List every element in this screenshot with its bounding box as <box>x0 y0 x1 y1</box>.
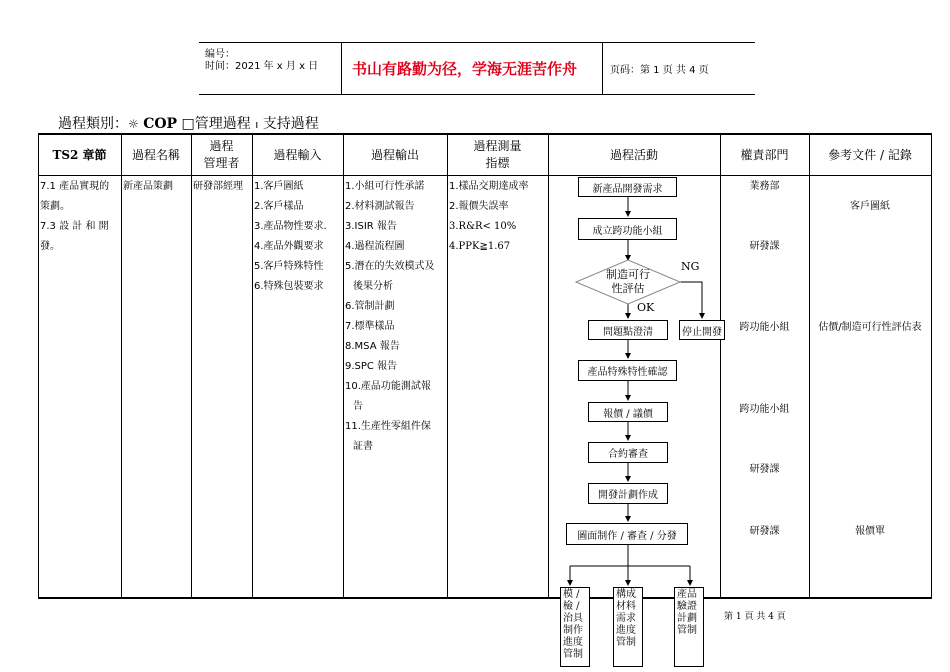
support-checkbox-icon: ı <box>255 118 259 131</box>
output-item: 4.過程流程圖 <box>345 241 405 252</box>
reference: 客戶圖紙 <box>850 201 890 212</box>
output-item: 6.管制計劃 <box>345 301 395 312</box>
input-item: 2.客戶樣品 <box>254 201 304 212</box>
metric-item: 3.R&R< 10% <box>449 221 517 232</box>
output-item: 告 <box>353 401 363 412</box>
input-item: 4.產品外觀要求 <box>254 241 324 252</box>
decision-line1: 制造可行 <box>606 268 650 281</box>
header-metrics-line2: 指標 <box>485 155 510 170</box>
output-item: 10.產品功能測試報 <box>345 381 431 392</box>
header-activity: 過程活動 <box>609 148 658 162</box>
header-output: 過程輸出 <box>370 148 419 162</box>
category-mgmt: 管理過程 <box>194 116 251 132</box>
department: 研發課 <box>749 241 780 252</box>
flow-step: 問題點澄清 <box>588 320 668 340</box>
metric-item: 4.PPK≧1.67 <box>449 241 511 252</box>
process-name: 新產品策劃 <box>123 181 173 192</box>
input-item: 3.產品物性要求. <box>254 221 327 232</box>
header-reference: 參考文件 / 記錄 <box>828 148 912 162</box>
reference: 報價單 <box>855 526 885 537</box>
flow-step: 報價 / 議價 <box>588 402 668 422</box>
flow-step: 圖面制作 / 審查 / 分發 <box>566 523 688 545</box>
header-department: 權責部門 <box>740 148 789 162</box>
flow-step: 新產品開發需求 <box>578 177 677 197</box>
decision-line2: 性評估 <box>611 282 645 295</box>
mgmt-checkbox-icon: □ <box>181 116 195 132</box>
category-support: 支持過程 <box>262 116 319 132</box>
ng-label: NG <box>681 260 700 273</box>
header-manager-line1: 過程 <box>209 138 234 153</box>
output-item: 2.材料測試報告 <box>345 201 415 212</box>
cop-icon: ☼ <box>128 117 139 131</box>
metric-item: 1.樣品交期達成率 <box>449 181 529 192</box>
chapter-line: 7.3 設 計 和 開 <box>40 221 109 232</box>
time-label: 时间：2021 年 x 月 x 日 <box>205 61 319 72</box>
process-manager: 研發部經理 <box>193 181 243 192</box>
output-item: 後果分析 <box>353 281 393 292</box>
flow-step: 產品特殊特性確認 <box>578 360 677 381</box>
input-item: 6.特殊包裝要求 <box>254 281 324 292</box>
chapter-line: 7.1 產品實現的 <box>40 181 110 192</box>
flow-step: 成立跨功能小組 <box>578 218 677 240</box>
page-label: 页码：第 1 页 共 4 页 <box>610 65 709 76</box>
header-chapter: TS2 章節 <box>52 148 107 162</box>
footer-page: 第 1 頁 共 4 頁 <box>724 612 786 622</box>
header-metrics-line1: 過程測量 <box>473 138 522 153</box>
department: 跨功能小組 <box>739 404 790 415</box>
header-input: 過程輸入 <box>273 148 322 162</box>
department: 研發課 <box>749 526 780 537</box>
department: 跨功能小組 <box>739 322 790 333</box>
flow-branch: 構成 材料 需求 進度 管制 <box>613 587 643 667</box>
input-item: 5.客戶特殊特性 <box>254 261 324 272</box>
flow-step-stop: 停止開發 <box>679 320 725 340</box>
ok-label: OK <box>637 301 655 314</box>
input-item: 1.客戶圖紙 <box>254 181 304 192</box>
number-label: 编号： <box>205 49 235 60</box>
header-process-name: 過程名稱 <box>131 148 180 162</box>
category-cop: COP <box>143 116 178 132</box>
output-item: 8.MSA 報告 <box>345 341 400 352</box>
flow-step: 開發計劃作成 <box>588 483 668 504</box>
motto: 书山有路勤为径，学海无涯苦作舟 <box>352 60 578 78</box>
category-prefix: 過程類別： <box>58 116 128 132</box>
chapter-line: 策劃。 <box>40 201 70 212</box>
metric-item: 2.報價失誤率 <box>449 201 509 212</box>
flow-step: 合約審查 <box>588 442 668 463</box>
flow-branch: 模 / 檢 / 治具 制作 進度 管制 <box>560 587 590 667</box>
flow-branch: 產品 驗證 計劃 管制 <box>674 587 704 667</box>
output-item: 3.ISIR 報告 <box>345 221 397 232</box>
chapter-line: 發。 <box>40 241 60 252</box>
department: 業務部 <box>749 181 780 192</box>
output-item: 9.SPC 報告 <box>345 361 398 372</box>
header-manager-line2: 管理者 <box>203 155 240 170</box>
output-item: 証書 <box>353 441 373 452</box>
output-item: 7.標準樣品 <box>345 321 395 332</box>
department: 研發課 <box>749 464 780 475</box>
reference: 估價/制造可行性評估表 <box>818 322 922 333</box>
output-item: 11.生產性零組件保 <box>345 421 431 432</box>
decision-label <box>598 268 658 296</box>
output-item: 5.潛在的失效模式及 <box>345 261 435 272</box>
output-item: 1.小組可行性承諾 <box>345 181 425 192</box>
